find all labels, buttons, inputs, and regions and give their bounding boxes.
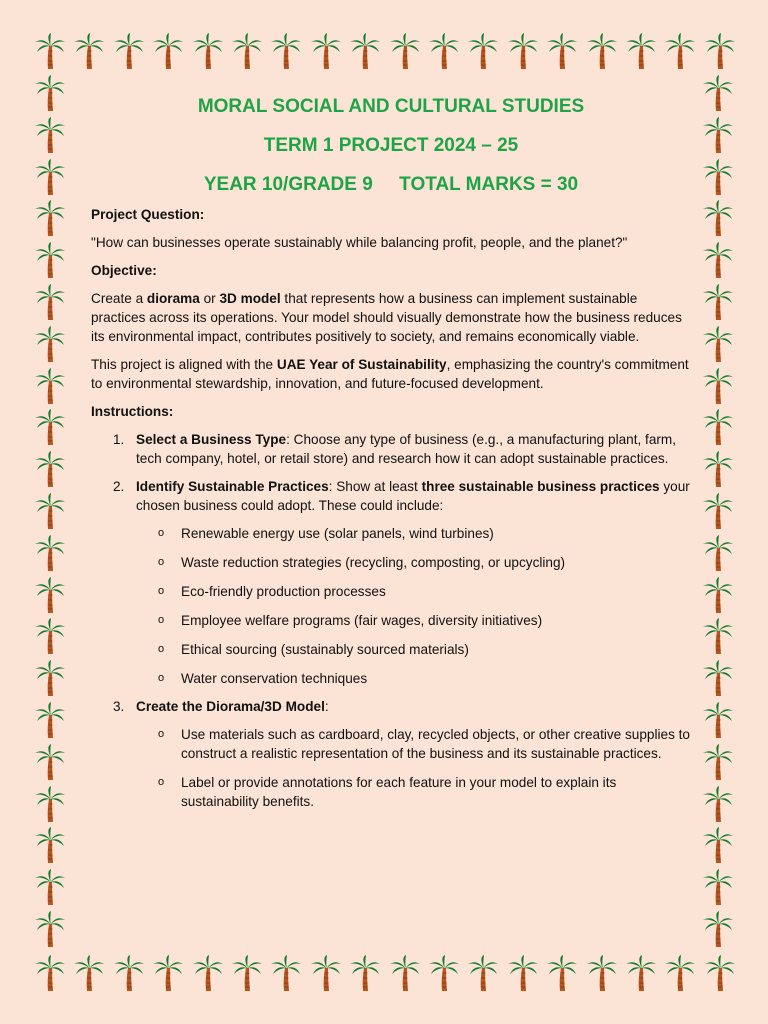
list-item: o Renewable energy use (solar panels, wind turbines)	[158, 526, 494, 541]
palm-tree-icon	[34, 367, 66, 405]
palm-tree-icon	[349, 954, 381, 992]
palm-tree-icon	[34, 241, 66, 279]
list-item: o Eco-friendly production processes	[158, 584, 386, 599]
palm-tree-icon	[702, 74, 734, 112]
palm-tree-icon	[231, 954, 263, 992]
palm-tree-icon	[34, 701, 66, 739]
palm-tree-icon	[704, 32, 736, 70]
palm-tree-icon	[389, 954, 421, 992]
instruction-steps	[91, 430, 691, 811]
objective-paragraph: Create a diorama or 3D model that represents how a business can implement sustainable practices across its operations. Your model should visually demonstrate how the business reduces its environmental impact, contributes positively to society, and remains economically viable.	[91, 291, 682, 344]
palm-tree-icon	[152, 32, 184, 70]
list-item: o Employee welfare programs (fair wages, diversity initiatives)	[158, 613, 543, 628]
bullet-icon: o	[158, 776, 165, 788]
palm-tree-icon	[702, 910, 734, 948]
palm-tree-icon	[34, 283, 66, 321]
palm-tree-icon	[702, 241, 734, 279]
palm-tree-icon	[702, 743, 734, 781]
list-item: o Label or provide annotations for each feature in your model to explain its sustainability benefits.	[158, 775, 617, 809]
palm-tree-icon	[702, 617, 734, 655]
palm-tree-icon	[625, 32, 657, 70]
objective-heading: Objective:	[91, 263, 157, 278]
palm-tree-icon	[34, 659, 66, 697]
question-text: "How can businesses operate sustainably while balancing profit, people, and the planet?"	[91, 235, 628, 250]
palm-tree-icon	[702, 116, 734, 154]
grade-marks-title: YEAR 10/GRADE 9 TOTAL MARKS = 30	[203, 174, 579, 195]
palm-tree-icon	[507, 32, 539, 70]
palm-tree-icon	[34, 450, 66, 488]
palm-tree-icon	[702, 367, 734, 405]
bullet-icon: o	[158, 728, 165, 740]
alignment-paragraph: This project is aligned with the UAE Year of Sustainability, emphasizing the country's commitment to environmental stewardship, innovation, and future-focused development.	[91, 357, 689, 391]
instructions-heading: Instructions:	[91, 404, 174, 419]
palm-tree-icon	[34, 74, 66, 112]
palm-tree-icon	[34, 954, 66, 992]
palm-tree-icon	[664, 32, 696, 70]
term-title: TERM 1 PROJECT 2024 – 25	[263, 135, 519, 156]
bullet-icon: o	[158, 585, 165, 597]
palm-tree-icon	[702, 659, 734, 697]
palm-tree-icon	[152, 954, 184, 992]
palm-tree-icon	[702, 199, 734, 237]
palm-tree-icon	[34, 910, 66, 948]
palm-tree-icon	[34, 32, 66, 70]
palm-tree-icon	[34, 868, 66, 906]
project-sheet	[91, 95, 691, 821]
palm-tree-icon	[34, 826, 66, 864]
list-item: 1. Select a Business Type: Choose any type of business (e.g., a manufacturing plant, farm, tech company, hotel, or retail store) and research how it can adopt sustainable practices.	[113, 432, 677, 466]
palm-tree-icon	[34, 492, 66, 530]
list-item: 2. Identify Sustainable Practices: Show at least three sustainable business practices your chosen business could adopt. These could include: o Renewable energy use (solar panels, wind turbines) o Waste reduction strategies (recycling, composting, or upcycling) o Eco-friendly production processes o Employee welfare programs (fair wages, diversity initiatives) o Ethical sourcing (sustainably sourced materials) o Water conservation techniques	[113, 479, 690, 686]
palm-tree-icon	[702, 534, 734, 572]
palm-tree-icon	[702, 408, 734, 446]
palm-tree-icon	[704, 954, 736, 992]
palm-tree-icon	[349, 32, 381, 70]
palm-tree-icon	[192, 32, 224, 70]
palm-tree-icon	[467, 32, 499, 70]
palm-tree-icon	[546, 954, 578, 992]
palm-tree-icon	[586, 32, 618, 70]
palm-tree-icon	[389, 32, 421, 70]
bullet-icon: o	[158, 556, 165, 568]
model-list	[136, 725, 691, 811]
palm-tree-icon	[310, 32, 342, 70]
palm-tree-icon	[310, 954, 342, 992]
palm-tree-icon	[625, 954, 657, 992]
palm-tree-icon	[34, 325, 66, 363]
palm-tree-icon	[702, 492, 734, 530]
palm-tree-icon	[702, 283, 734, 321]
bullet-icon: o	[158, 614, 165, 626]
palm-tree-icon	[270, 954, 302, 992]
palm-tree-icon	[34, 116, 66, 154]
palm-tree-icon	[702, 576, 734, 614]
subject-title: MORAL SOCIAL AND CULTURAL STUDIES	[197, 96, 585, 117]
palm-tree-icon	[34, 158, 66, 196]
list-item: o Ethical sourcing (sustainably sourced materials)	[158, 642, 469, 657]
bullet-icon: o	[158, 527, 165, 539]
bullet-icon: o	[158, 672, 165, 684]
practice-list	[136, 524, 691, 688]
palm-tree-icon	[34, 199, 66, 237]
palm-tree-icon	[702, 325, 734, 363]
palm-tree-icon	[34, 617, 66, 655]
palm-tree-icon	[586, 954, 618, 992]
palm-tree-icon	[467, 954, 499, 992]
bullet-icon: o	[158, 643, 165, 655]
palm-tree-icon	[113, 32, 145, 70]
palm-tree-icon	[34, 743, 66, 781]
list-item: o Waste reduction strategies (recycling, composting, or upcycling)	[158, 555, 566, 570]
palm-tree-icon	[192, 954, 224, 992]
list-item: o Water conservation techniques	[158, 671, 368, 686]
palm-tree-icon	[270, 32, 302, 70]
palm-tree-icon	[34, 785, 66, 823]
palm-tree-icon	[73, 32, 105, 70]
palm-tree-icon	[702, 158, 734, 196]
palm-tree-icon	[73, 954, 105, 992]
palm-tree-icon	[702, 826, 734, 864]
palm-tree-icon	[546, 32, 578, 70]
palm-tree-icon	[34, 534, 66, 572]
list-item: 3. Create the Diorama/3D Model: o Use materials such as cardboard, clay, recycled objects, or other creative supplies to construct a realistic representation of the business and its sustainable practices. o Label or provide annotations for each feature in your model to explain its sustainability benefits.	[113, 699, 690, 809]
list-item: o Use materials such as cardboard, clay, recycled objects, or other creative supplies to construct a realistic representation of the business and its sustainable practices.	[158, 727, 690, 761]
palm-tree-icon	[664, 954, 696, 992]
palm-tree-icon	[507, 954, 539, 992]
palm-tree-icon	[34, 408, 66, 446]
palm-tree-icon	[113, 954, 145, 992]
palm-tree-icon	[702, 701, 734, 739]
palm-tree-icon	[428, 32, 460, 70]
palm-tree-icon	[231, 32, 263, 70]
question-heading: Project Question:	[91, 207, 205, 222]
palm-tree-icon	[702, 868, 734, 906]
palm-tree-icon	[34, 576, 66, 614]
palm-tree-icon	[702, 785, 734, 823]
palm-tree-icon	[702, 450, 734, 488]
palm-tree-icon	[428, 954, 460, 992]
